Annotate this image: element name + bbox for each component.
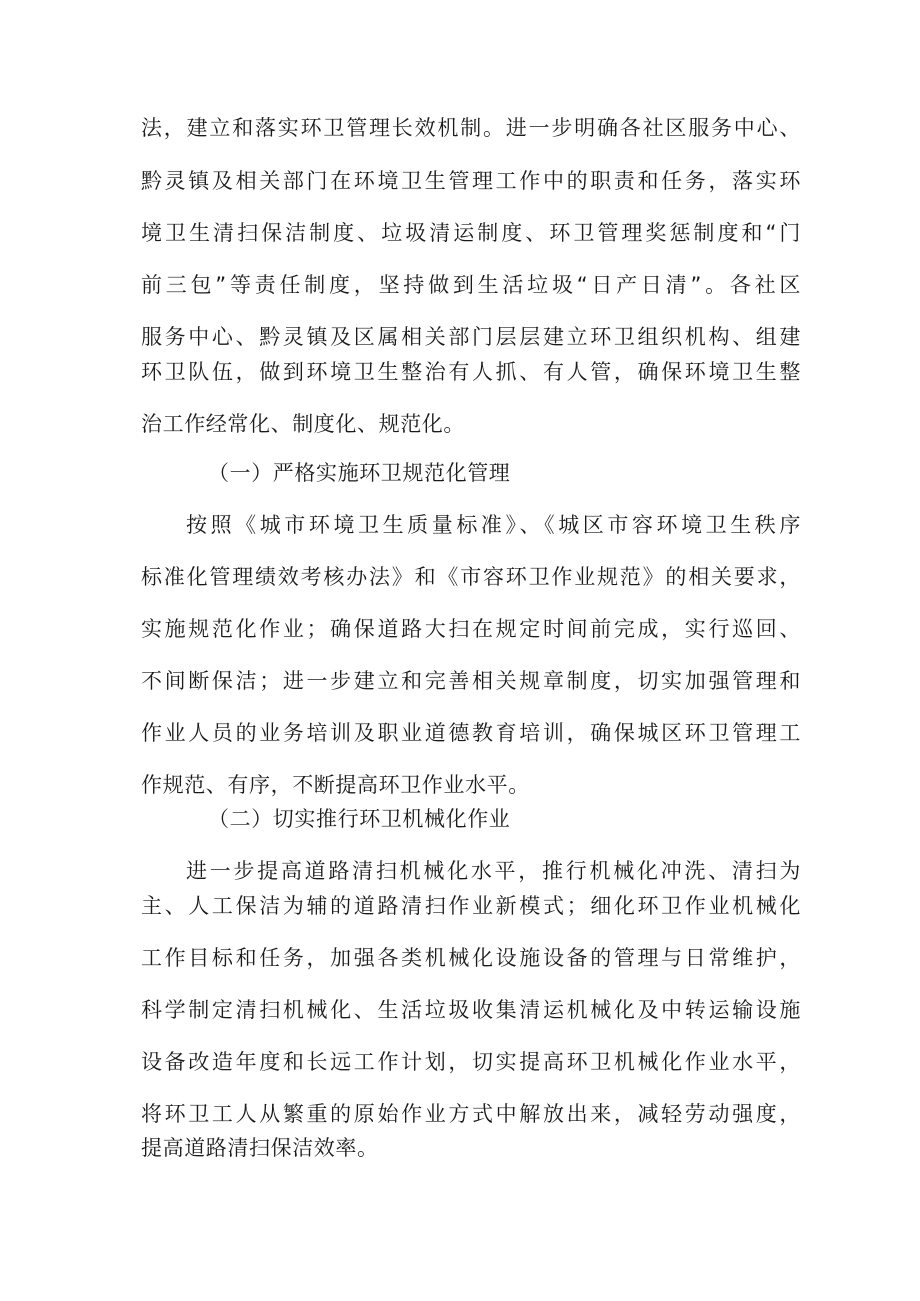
paragraph-1-line-6: 环卫队伍，做到环境卫生整治有人抓、有人管，确保环境卫生整 [141, 360, 801, 384]
section-1-line-2: 标准化管理绩效考核办法》和《市容环卫作业规范》的相关要求， [141, 565, 801, 589]
section-1-heading: （一）严格实施环卫规范化管理 [208, 461, 511, 485]
section-2-heading: （二）切实推行环卫机械化作业 [208, 807, 511, 831]
section-2-line-3: 工作目标和任务，加强各类机械化设施设备的管理与日常维护， [141, 946, 801, 970]
paragraph-1-line-7: 治工作经常化、制度化、规范化。 [141, 412, 465, 436]
section-1-line-6: 作规范、有序，不断提高环卫作业水平。 [141, 773, 530, 797]
section-1-line-5: 作业人员的业务培训及职业道德教育培训，确保城区环卫管理工 [141, 721, 801, 745]
section-2-line-1: 进一步提高道路清扫机械化水平，推行机械化冲洗、清扫为 [186, 859, 801, 883]
paragraph-1-line-3: 境卫生清扫保洁制度、垃圾清运制度、环卫管理奖惩制度和“门 [141, 221, 801, 245]
section-2-line-6: 将环卫工人从繁重的原始作业方式中解放出来，减轻劳动强度， [141, 1102, 801, 1126]
section-2-line-7: 提高道路清扫保洁效率。 [141, 1136, 379, 1160]
paragraph-1-line-2: 黔灵镇及相关部门在环境卫生管理工作中的职责和任务，落实环 [141, 169, 801, 193]
section-1-line-3: 实施规范化作业；确保道路大扫在规定时间前完成，实行巡回、 [141, 617, 801, 641]
section-2-line-5: 设备改造年度和长远工作计划，切实提高环卫机械化作业水平， [141, 1050, 801, 1074]
paragraph-1-line-1: 法，建立和落实环卫管理长效机制。进一步明确各社区服务中心、 [141, 116, 801, 140]
section-1-line-1: 按照《城市环境卫生质量标准》、《城区市容环境卫生秩序 [186, 513, 801, 537]
paragraph-1-line-5: 服务中心、黔灵镇及区属相关部门层层建立环卫组织机构、组建 [141, 325, 801, 349]
paragraph-1-line-4: 前三包”等责任制度，坚持做到生活垃圾“日产日清”。各社区 [141, 273, 801, 297]
section-1-line-4: 不间断保洁；进一步建立和完善相关规章制度，切实加强管理和 [141, 669, 801, 693]
section-2-line-2: 主、人工保洁为辅的道路清扫作业新模式；细化环卫作业机械化 [141, 894, 801, 918]
section-2-line-4: 科学制定清扫机械化、生活垃圾收集清运机械化及中转运输设施 [141, 998, 801, 1022]
